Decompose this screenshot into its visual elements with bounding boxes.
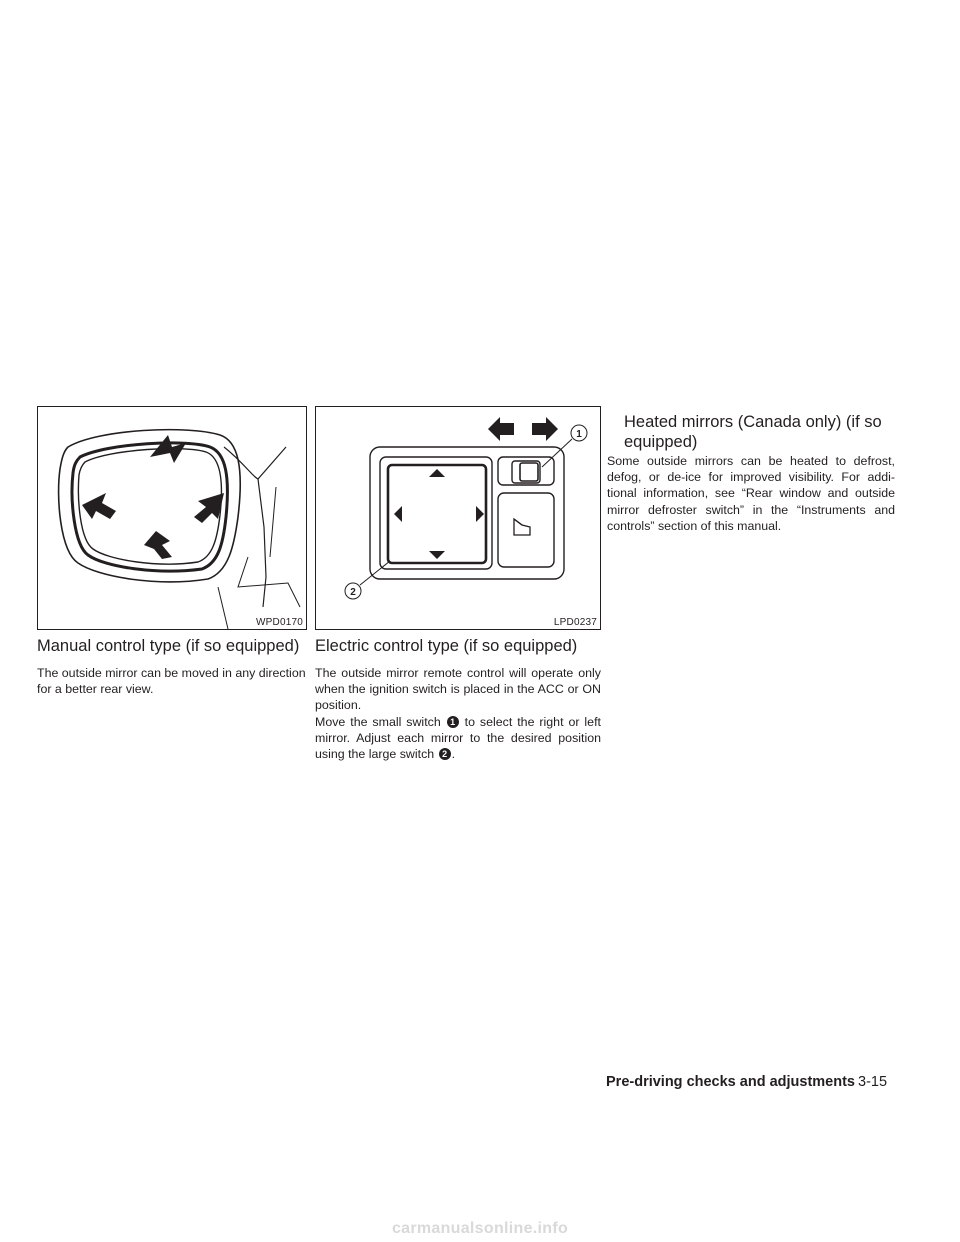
left-arrow-icon	[394, 506, 402, 522]
manual-control-body-line1: The outside mirror can be moved in any direction	[37, 666, 306, 680]
heated-heading-line1: Heated mirrors (Canada only) (if so	[624, 413, 882, 431]
page-number: 3-15	[858, 1074, 888, 1090]
electric-control-para2	[315, 714, 601, 763]
watermark: carmanualsonline.info	[391, 1220, 569, 1237]
figure-code: LPD0237	[553, 617, 597, 628]
manual-control-body	[37, 665, 311, 697]
heated-heading-line2: equipped)	[624, 433, 698, 451]
para2-end-text: .	[451, 747, 456, 762]
marker-1-icon: 1	[447, 716, 459, 728]
heated-mirrors-heading	[624, 412, 914, 452]
mirror-remote-switch-illustration	[316, 407, 600, 629]
marker-2-icon: 2	[439, 748, 451, 760]
para2-middle-text: to select the right or left mirror. Adjust each mirror to the desired position using the large switch	[315, 715, 601, 762]
para2-start-text: Move the small switch	[315, 715, 441, 729]
left-right-arrow-icon	[488, 417, 514, 441]
electric-control-heading: Electric control type (if so equipped)	[315, 637, 578, 655]
manual-control-heading: Manual control type (if so equipped)	[37, 637, 300, 655]
heated-mirrors-body: Some outside mirrors can be heated to defrost, defog, or de-ice for improved visibility. For addi-tional information, see “Rear window and outside mirror defroster switch” in the “Instruments and controls” section of this manual.	[607, 454, 895, 533]
figure-code: WPD0170	[256, 617, 303, 628]
figure-electric-switch	[315, 406, 601, 630]
manual-mirror-illustration	[38, 407, 306, 629]
up-arrow-icon	[429, 469, 445, 477]
figure-manual-mirror	[37, 406, 307, 630]
callout-1: 1	[576, 429, 582, 440]
electric-control-para1: The outside mirror remote control will operate only when the ignition switch is placed in the ACC or ON position.	[315, 666, 601, 713]
manual-control-body-line2: for a better rear view.	[37, 682, 154, 697]
right-arrow-icon	[476, 506, 484, 522]
down-arrow-icon	[429, 551, 445, 559]
footer-section-title: Pre-driving checks and adjustments	[606, 1074, 855, 1090]
callout-2: 2	[350, 587, 356, 598]
